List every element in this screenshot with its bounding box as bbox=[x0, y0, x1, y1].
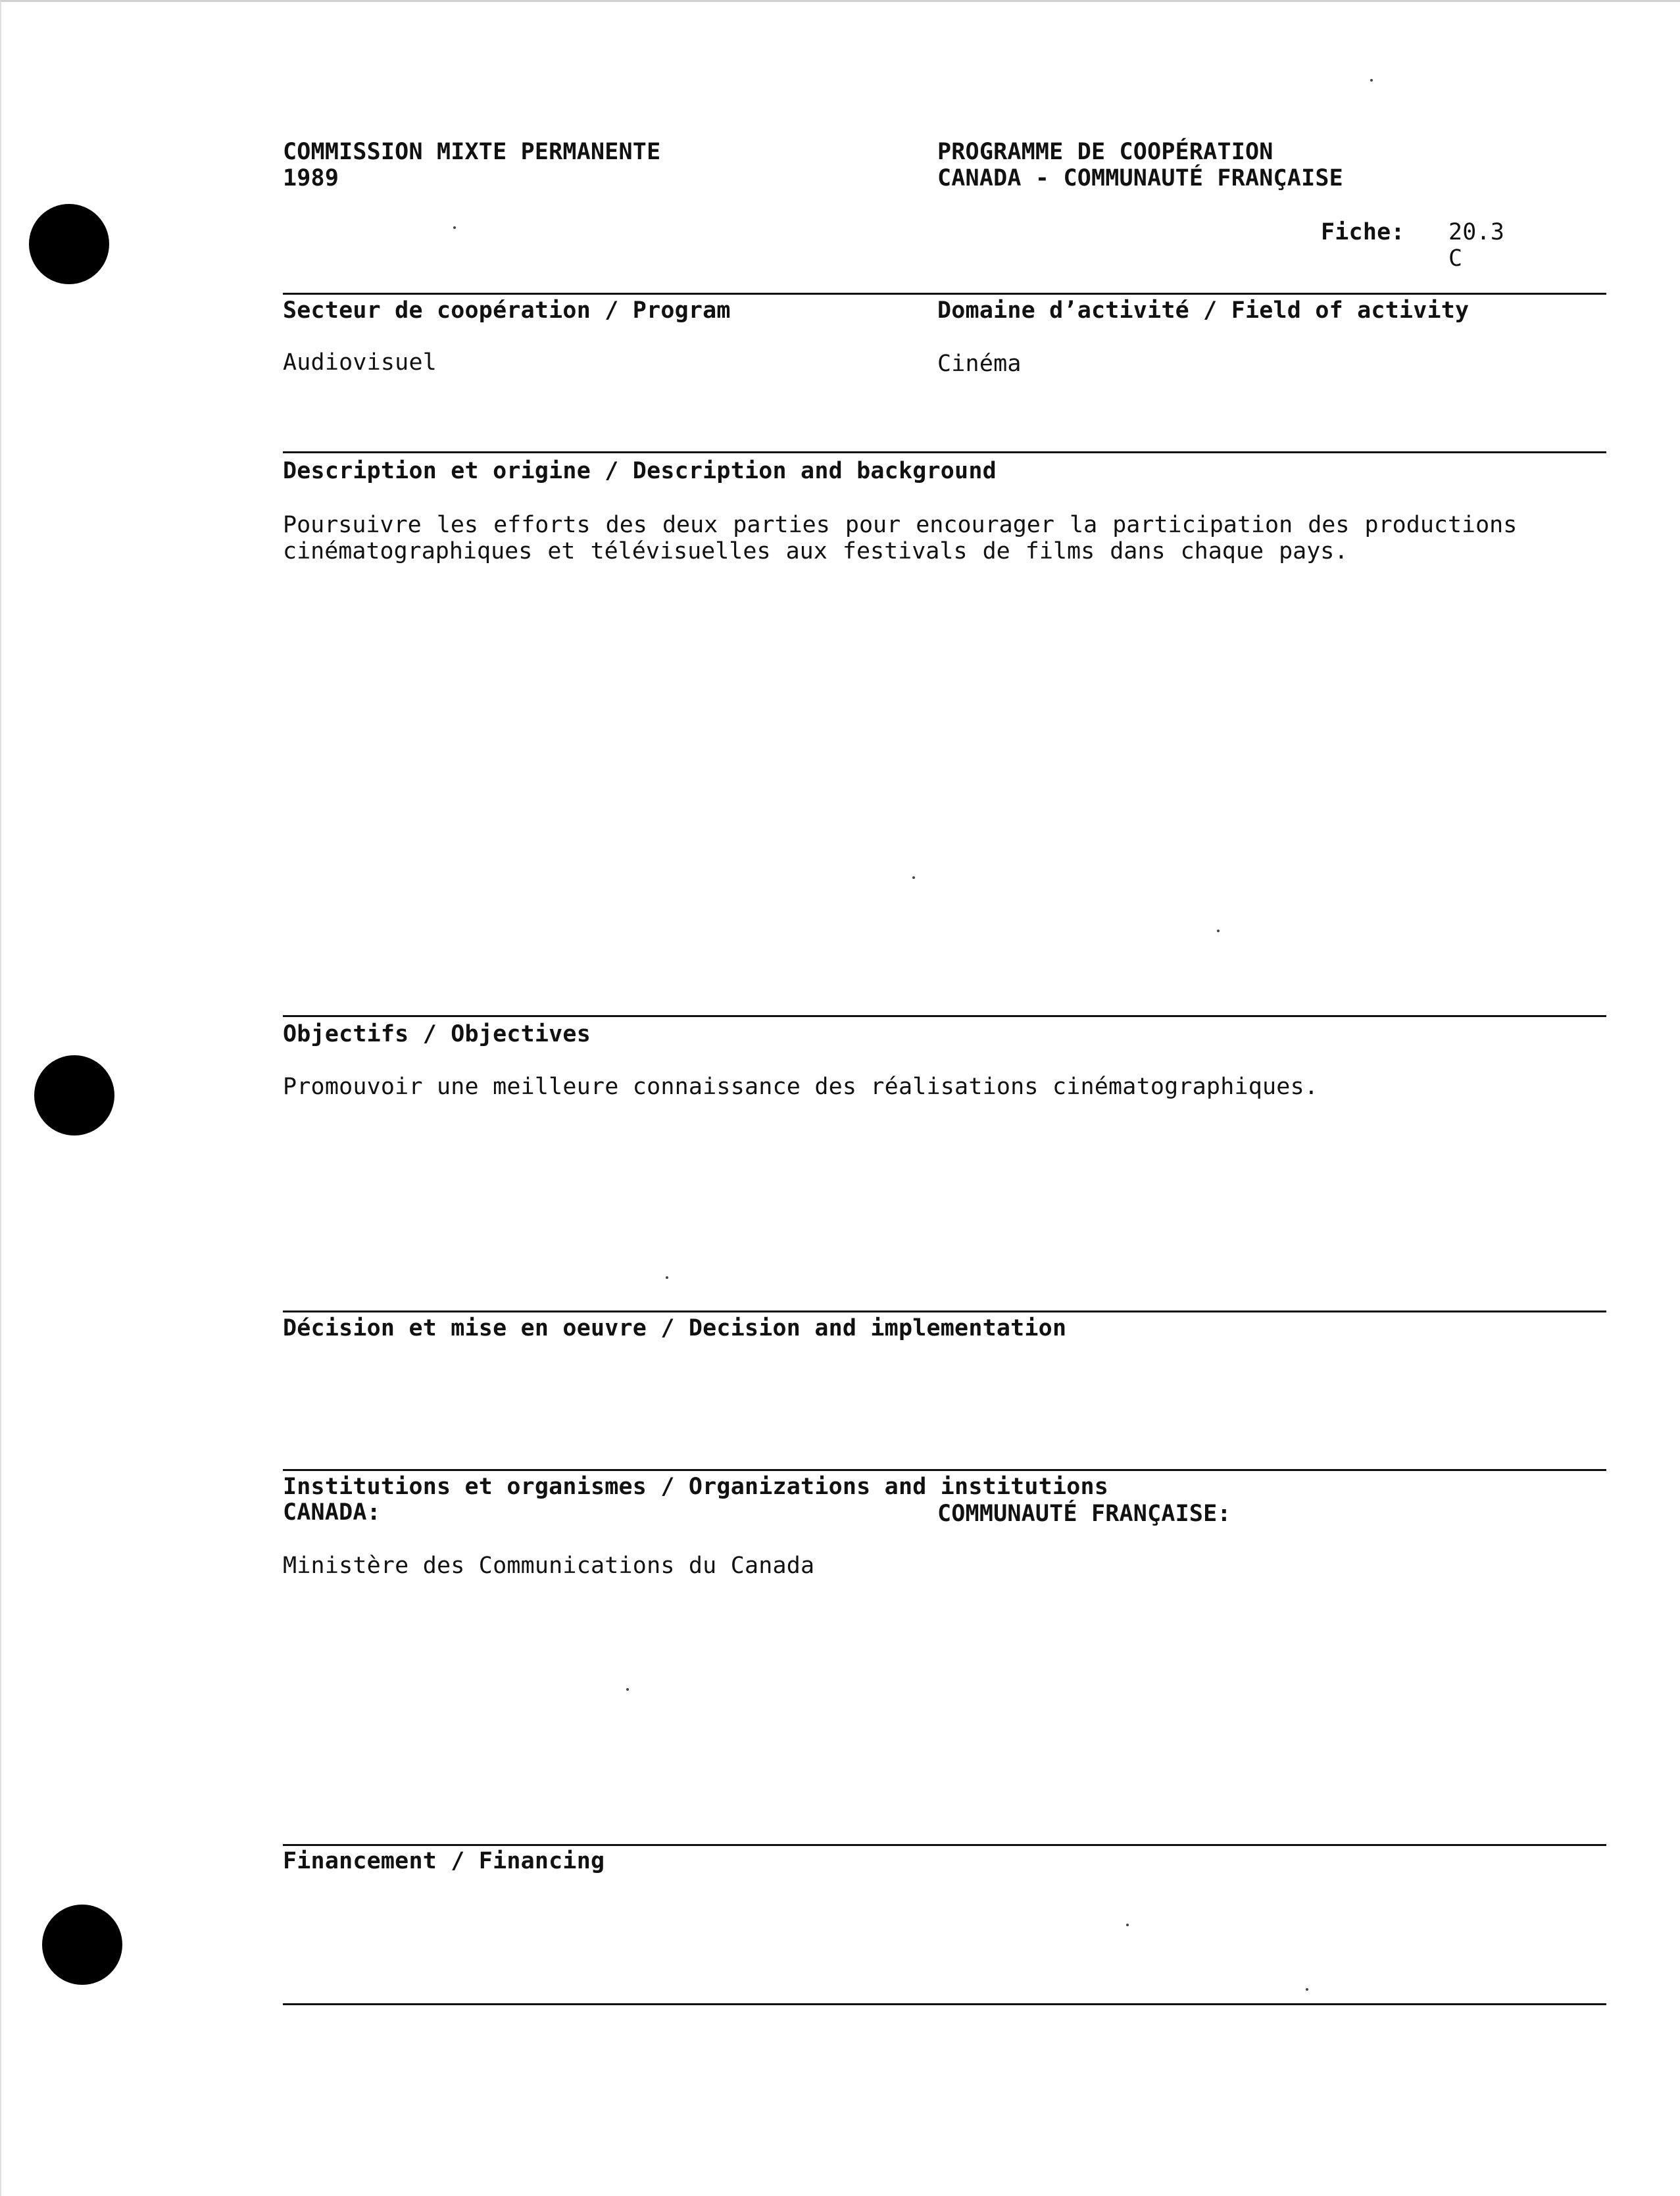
field-heading: Domaine d’activité / Field of activity bbox=[937, 297, 1470, 324]
institutions-heading: Institutions et organismes / Organizations and institutions bbox=[283, 1474, 1109, 1500]
scan-speck bbox=[1370, 79, 1373, 82]
scan-speck bbox=[1217, 930, 1220, 932]
commission-year: 1989 bbox=[283, 165, 339, 191]
scan-speck bbox=[626, 1688, 629, 1691]
fiche-letter: C bbox=[1448, 245, 1463, 272]
description-heading: Description et origine / Description and background bbox=[283, 458, 997, 484]
fiche-label: Fiche: bbox=[1321, 219, 1405, 245]
commission-title: COMMISSION MIXTE PERMANENTE bbox=[283, 139, 661, 165]
objectives-heading: Objectifs / Objectives bbox=[283, 1021, 591, 1047]
section-divider-program bbox=[283, 293, 1606, 295]
scan-speck bbox=[453, 226, 456, 229]
objectives-text: Promouvoir une meilleure connaissance des réalisations cinématographiques. bbox=[283, 1074, 1319, 1100]
punch-hole-middle bbox=[34, 1055, 114, 1135]
fiche-number: 20.3 bbox=[1448, 219, 1505, 245]
section-divider-decision bbox=[283, 1310, 1606, 1312]
scan-speck bbox=[1126, 1924, 1129, 1926]
punch-hole-top bbox=[29, 204, 109, 284]
communaute-label: COMMUNAUTÉ FRANÇAISE: bbox=[937, 1501, 1231, 1527]
canada-label: CANADA: bbox=[283, 1499, 381, 1526]
program-heading: Secteur de coopération / Program bbox=[283, 297, 731, 324]
canada-institution: Ministère des Communications du Canada bbox=[283, 1553, 815, 1579]
scan-speck bbox=[1306, 1988, 1308, 1991]
bottom-rule bbox=[283, 2003, 1606, 2005]
section-divider-objectives bbox=[283, 1015, 1606, 1017]
description-text: Poursuivre les efforts des deux parties pour encourager la participation des productions cinématographiques et télévisuelles aux festivals de films dans chaque pays. bbox=[283, 512, 1518, 564]
financing-heading: Financement / Financing bbox=[283, 1848, 605, 1874]
programme-title: PROGRAMME DE COOPÉRATION bbox=[937, 139, 1273, 165]
section-divider-financing bbox=[283, 1844, 1606, 1846]
punch-hole-bottom bbox=[42, 1905, 122, 1985]
section-divider-description bbox=[283, 451, 1606, 453]
programme-subtitle: CANADA - COMMUNAUTÉ FRANÇAISE bbox=[937, 165, 1343, 191]
field-value: Cinéma bbox=[937, 351, 1022, 377]
program-value: Audiovisuel bbox=[283, 349, 437, 376]
decision-heading: Décision et mise en oeuvre / Decision and implementation bbox=[283, 1315, 1067, 1341]
scan-speck bbox=[666, 1276, 668, 1279]
scan-speck bbox=[912, 876, 915, 879]
section-divider-institutions bbox=[283, 1469, 1606, 1471]
